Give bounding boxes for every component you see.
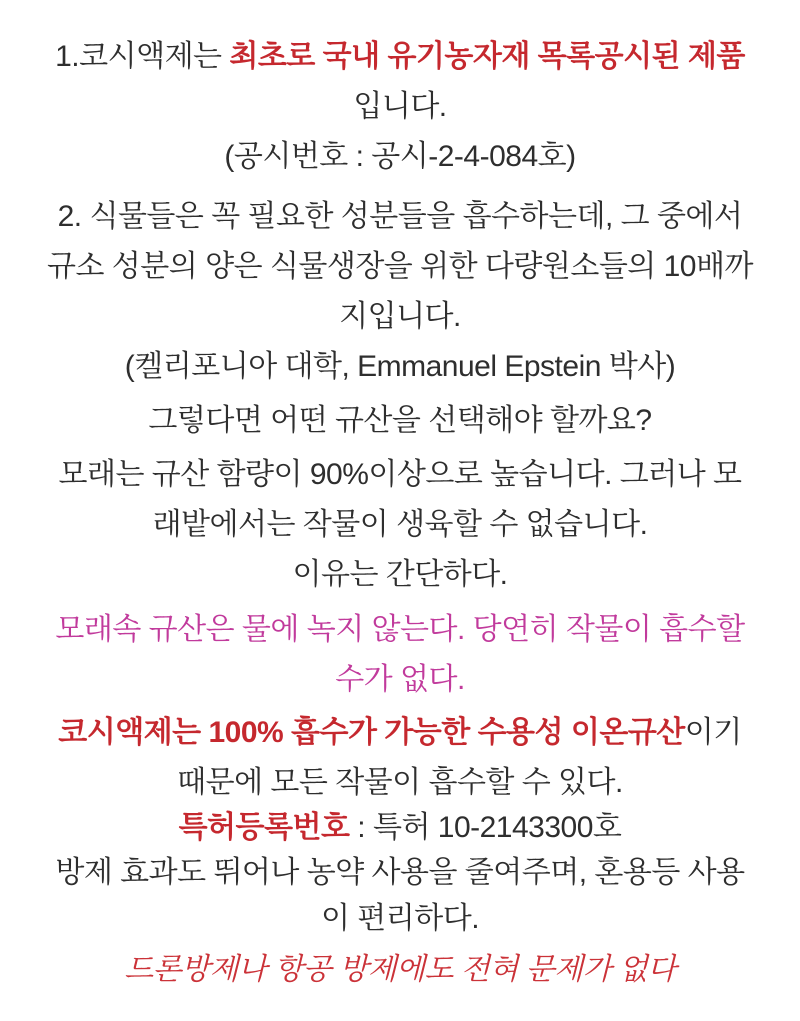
text-segment: : 특허 10-2143300호 <box>349 811 622 844</box>
text-segment: 방제 효과도 뛰어나 농약 사용을 줄여주며, 혼용등 사용 <box>55 856 745 889</box>
text-line <box>0 450 800 500</box>
text-segment: 래밭에서는 작물이 생육할 수 없습니다. <box>152 508 648 541</box>
text-line <box>0 342 800 392</box>
text-line <box>0 848 800 898</box>
text-line <box>0 132 800 182</box>
text-segment: (켈리포니아 대학, Emmanuel Epstein 박사) <box>124 350 676 383</box>
text-segment: 수가 없다. <box>335 663 465 696</box>
text-segment: 최초로 국내 유기농자재 목록공시된 제품 <box>229 40 745 73</box>
text-segment: 모래는 규산 함량이 90%이상으로 높습니다. 그러나 모 <box>58 458 742 491</box>
text-line <box>0 808 800 848</box>
text-segment: 특허등록번호 <box>178 811 350 844</box>
text-line <box>0 898 800 940</box>
text-segment: 이 편리하다. <box>320 902 480 935</box>
text-line <box>0 945 800 995</box>
text-segment: 입니다. <box>353 90 447 123</box>
text-line <box>0 605 800 655</box>
text-segment: 2. 식물들은 꼭 필요한 성분들을 흡수하는데, 그 중에서 <box>57 200 743 233</box>
text-segment: 규소 성분의 양은 식물생장을 위한 다량원소들의 10배까 <box>47 250 753 283</box>
text-segment: 이기 <box>684 716 742 749</box>
text-segment: 그렇다면 어떤 규산을 선택해야 할까요? <box>148 404 652 437</box>
text-line <box>0 655 800 705</box>
text-segment: 때문에 모든 작물이 흡수할 수 있다. <box>177 766 623 799</box>
text-segment: (공시번호 : 공시-2-4-084호) <box>224 140 576 173</box>
text-segment: 드론방제나 항공 방제에도 전혀 문제가 없다 <box>124 953 676 986</box>
text-line <box>0 82 800 132</box>
text-line <box>0 500 800 550</box>
text-segment: 1.코시액제는 <box>55 40 230 73</box>
text-segment: 이유는 간단하다. <box>292 558 508 591</box>
text-line <box>0 396 800 446</box>
text-line <box>0 758 800 808</box>
text-line <box>0 192 800 242</box>
text-line <box>0 32 800 82</box>
text-segment: 코시액제는 100% 흡수가 가능한 수용성 이온규산 <box>58 716 685 749</box>
text-segment: 지입니다. <box>339 300 461 333</box>
text-segment: 모래속 규산은 물에 녹지 않는다. 당연히 작물이 흡수할 <box>55 613 745 646</box>
text-line <box>0 242 800 292</box>
text-line <box>0 708 800 758</box>
text-line <box>0 292 800 342</box>
text-line <box>0 550 800 600</box>
